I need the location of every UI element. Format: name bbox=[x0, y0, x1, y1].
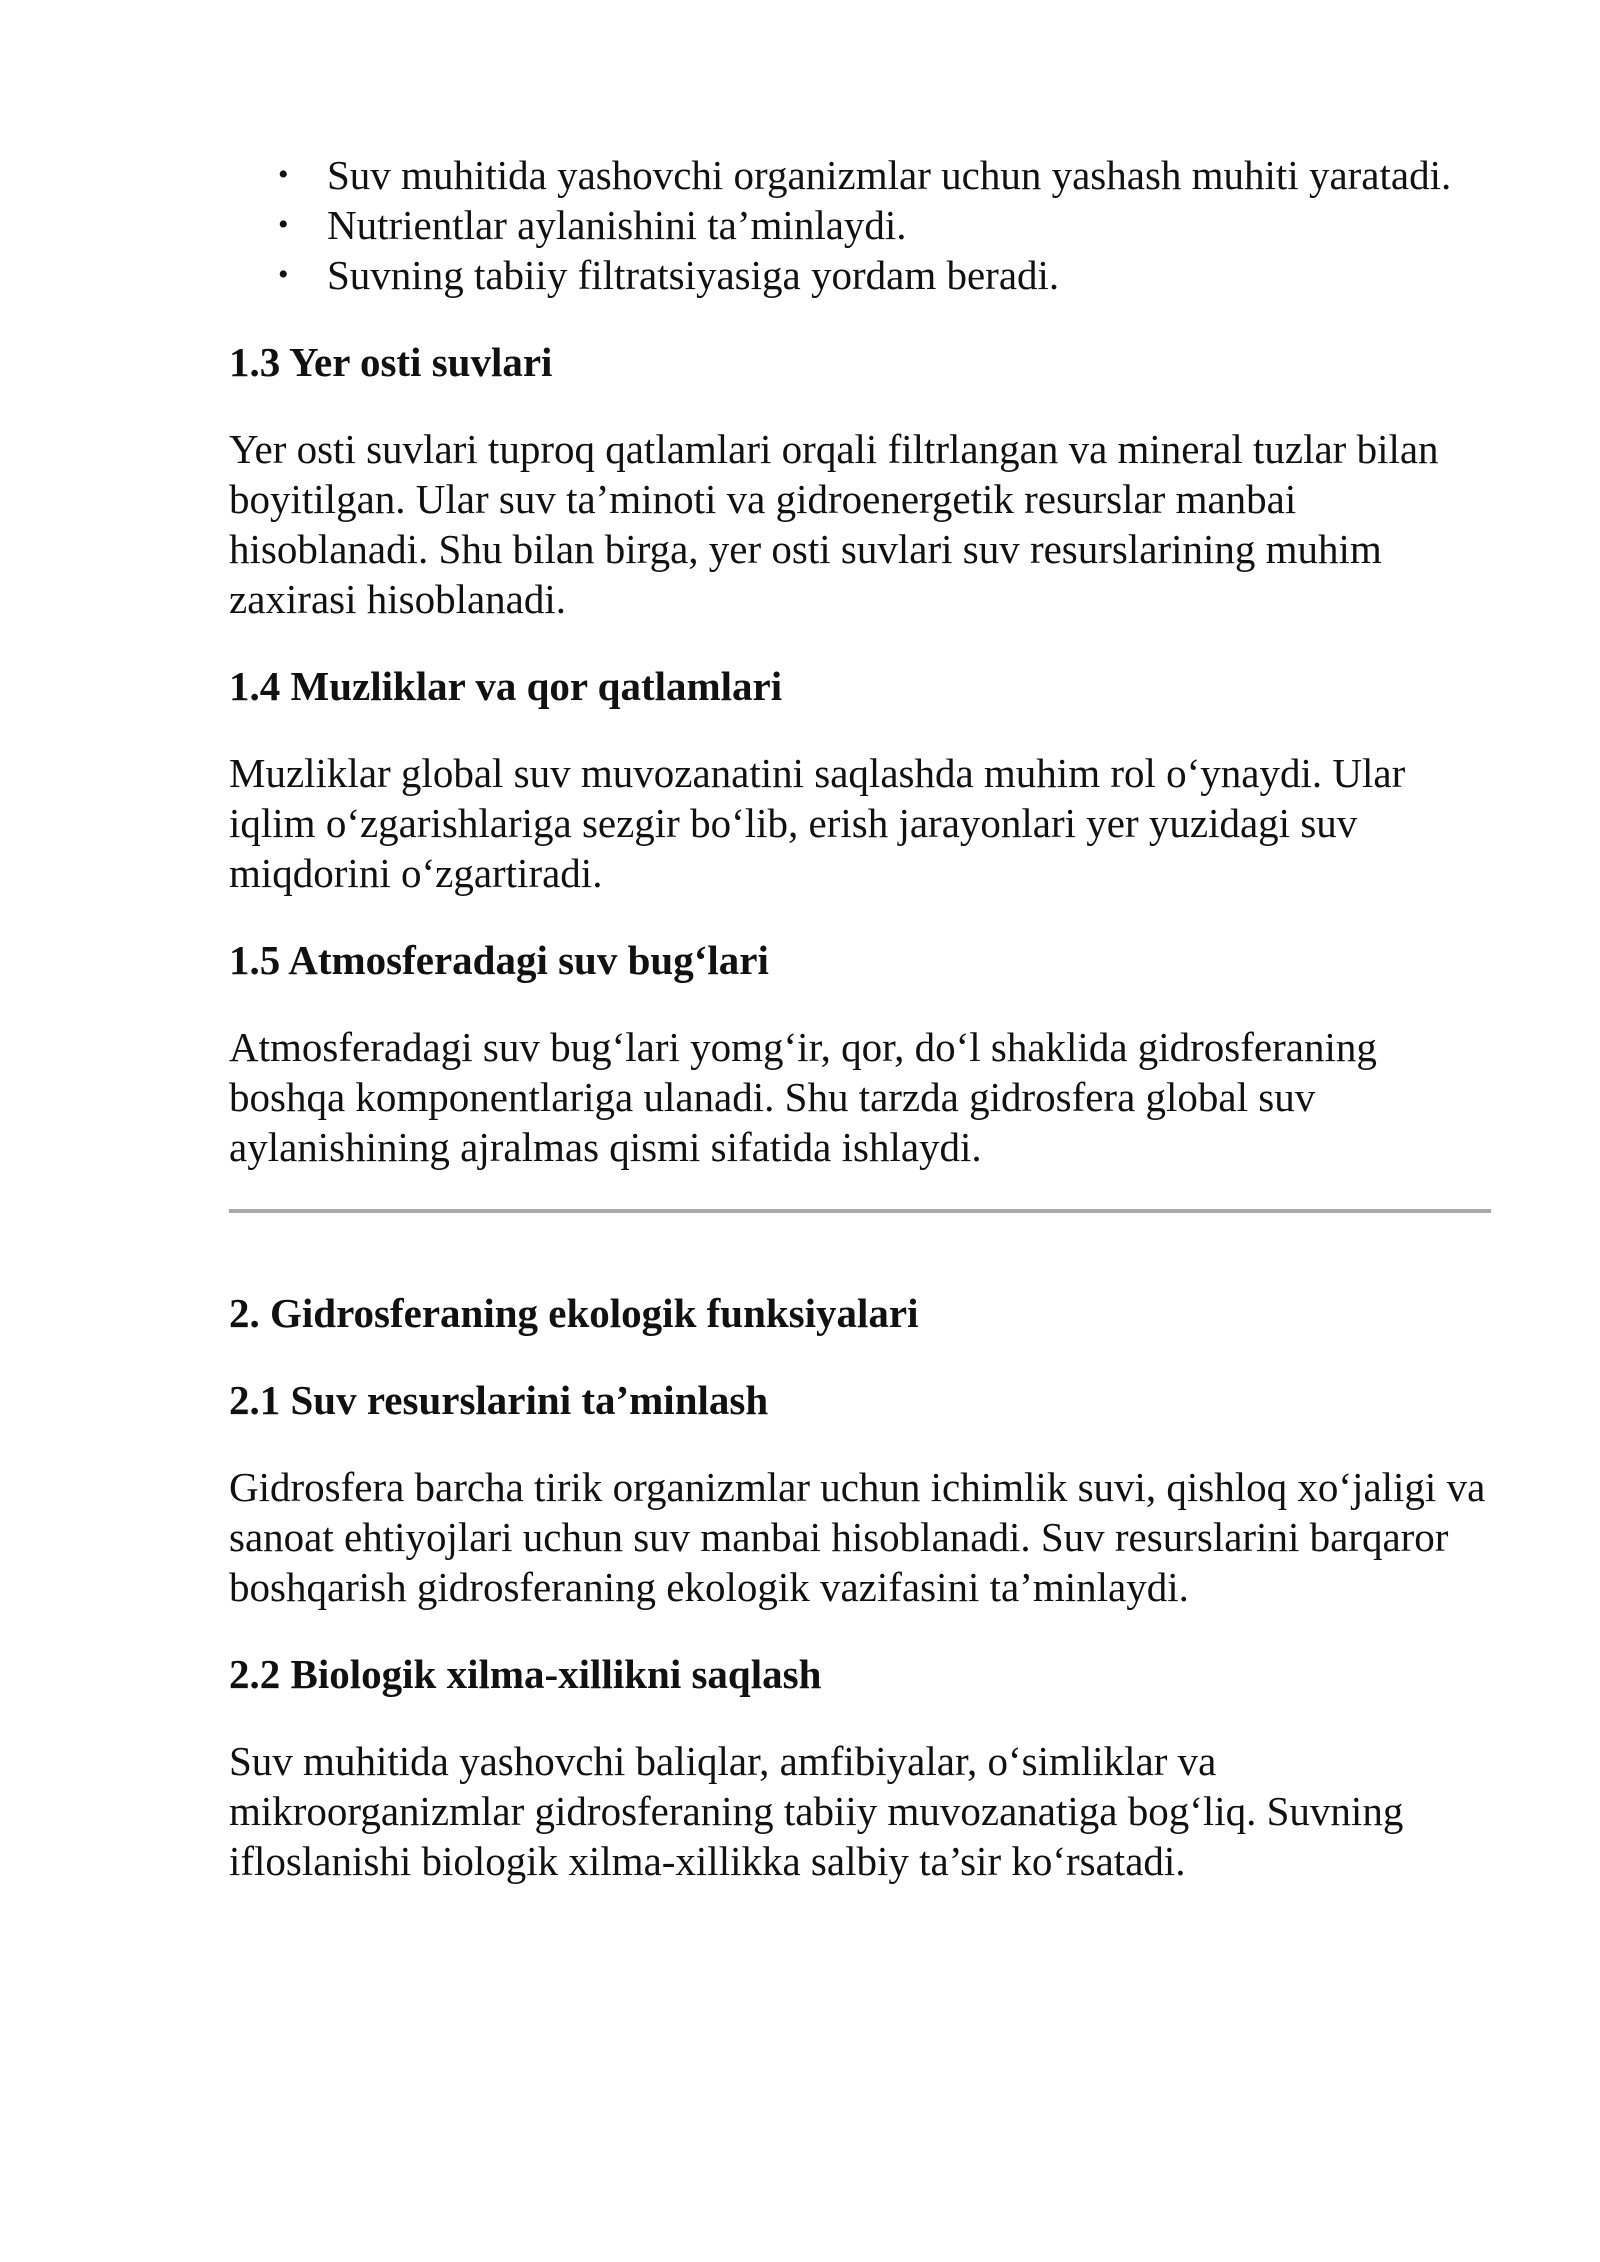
bullet-dot-icon: • bbox=[278, 158, 289, 191]
document-page bbox=[229, 150, 1489, 1886]
bullet-list bbox=[229, 150, 1489, 300]
section-heading-2-1: 2.1 Suv resurslarini ta’minlash bbox=[229, 1377, 769, 1423]
bullet-dot-icon: • bbox=[278, 208, 289, 241]
list-item-text: Suv muhitida yashovchi organizmlar uchun yashash muhiti yaratadi. bbox=[327, 152, 1452, 198]
section-heading-1-5: 1.5 Atmosferadagi suv bug‘lari bbox=[229, 937, 769, 983]
list-item bbox=[229, 150, 1489, 200]
section-heading-1-4: 1.4 Muzliklar va qor qatlamlari bbox=[229, 663, 783, 709]
section-paragraph-2-2: Suv muhitida yashovchi baliqlar, amfibiyalar, o‘simliklar va mikroorganizmlar gidrosferaning tabiiy muvozanatiga bog‘liq. Suvning ifloslanishi biologik xilma-xillikka salbiy ta’sir ko‘rsatadi. bbox=[229, 1738, 1404, 1884]
section-heading-2: 2. Gidrosferaning ekologik funksiyalari bbox=[229, 1290, 919, 1336]
list-item-text: Suvning tabiiy filtratsiyasiga yordam beradi. bbox=[327, 252, 1060, 298]
bullet-dot-icon: • bbox=[278, 258, 289, 291]
list-item-text: Nutrientlar aylanishini ta’minlaydi. bbox=[327, 202, 907, 248]
section-paragraph-1-4: Muzliklar global suv muvozanatini saqlashda muhim rol o‘ynaydi. Ular iqlim o‘zgarishlariga sezgir bo‘lib, erish jarayonlari yer yuzidagi suv miqdorini o‘zgartiradi. bbox=[229, 750, 1406, 896]
section-heading-1-3: 1.3 Yer osti suvlari bbox=[229, 339, 553, 385]
section-paragraph-2-1: Gidrosfera barcha tirik organizmlar uchun ichimlik suvi, qishloq xo‘jaligi va sanoat ehtiyojlari uchun suv manbai hisoblanadi. Suv resurslarini barqaror boshqarish gidrosferaning ekologik vazifasini ta’minlaydi. bbox=[229, 1464, 1486, 1610]
list-item bbox=[229, 250, 1489, 300]
section-paragraph-1-3: Yer osti suvlari tuproq qatlamlari orqali filtrlangan va mineral tuzlar bilan boyitilgan. Ular suv ta’minoti va gidroenergetik resurslar manbai hisoblanadi. Shu bilan birga, yer osti suvlari suv resurslarining muhim zaxirasi hisoblanadi. bbox=[229, 426, 1439, 622]
section-paragraph-1-5: Atmosferadagi suv bug‘lari yomg‘ir, qor, do‘l shaklida gidrosferaning boshqa komponentlariga ulanadi. Shu tarzda gidrosfera global suv aylanishining ajralmas qismi sifatida ishlaydi. bbox=[229, 1024, 1377, 1170]
section-heading-2-2: 2.2 Biologik xilma-xillikni saqlash bbox=[229, 1651, 822, 1697]
list-item bbox=[229, 200, 1489, 250]
